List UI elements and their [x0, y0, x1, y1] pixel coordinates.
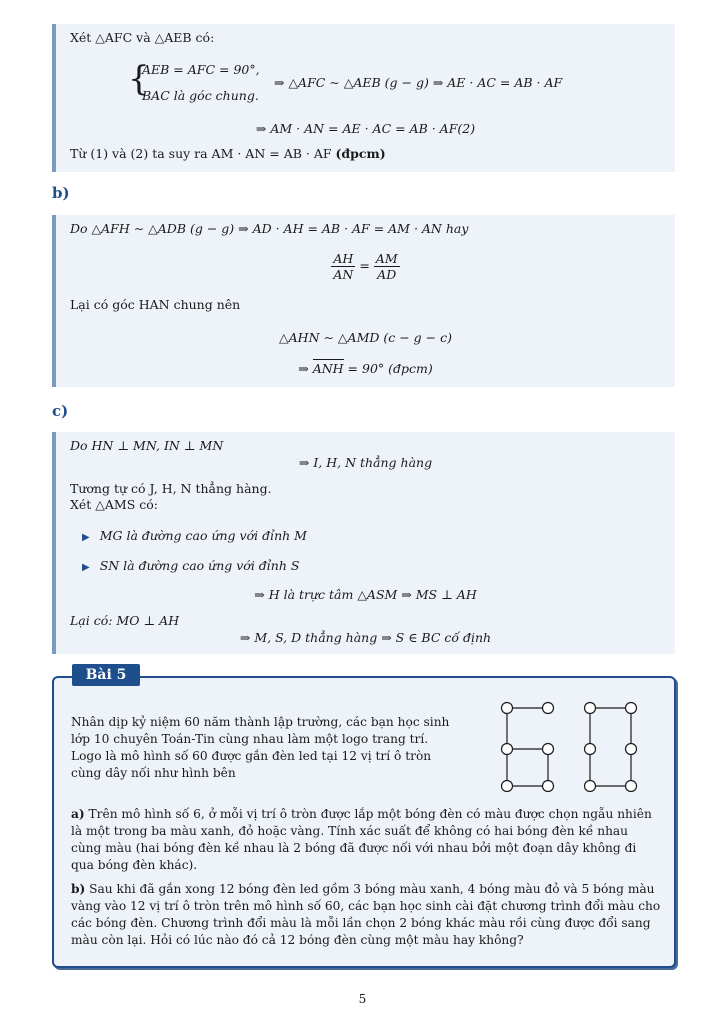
- proof-block-b: [52, 215, 675, 387]
- bullet-item: [82, 558, 299, 573]
- intro-line: Logo là mô hình số 60 được gắn đèn led tại 12 vị trí ô tròn: [71, 749, 432, 763]
- frac-num: AH: [331, 251, 355, 267]
- conclusion: [70, 146, 386, 161]
- text-line: ⇒ H là trực tâm △ASM ⇒ MS ⊥ AH: [254, 587, 477, 602]
- led-circle: [585, 744, 596, 755]
- condition-2: BAC là góc chung.: [142, 88, 259, 103]
- conclusion-text: Từ (1) và (2) ta suy ra AM · AN = AB · AF: [70, 146, 332, 161]
- left-brace: {: [128, 59, 150, 99]
- question-a-line: là một trong ba màu xanh, đỏ hoặc vàng. Tính xác suất để không có hai bóng đèn kề nhau: [71, 824, 629, 838]
- text-line: Xét △AMS có:: [70, 497, 159, 512]
- section-c-heading: c): [52, 402, 69, 420]
- intro-paragraph: [71, 714, 449, 782]
- led-circle: [626, 781, 637, 792]
- question-b-line: màu còn lại. Hỏi có lúc nào đó cả 12 bóng đèn cùng một màu hay không?: [71, 933, 524, 947]
- led-circle: [626, 744, 637, 755]
- question-a-text: Trên mô hình số 6, ở mỗi vị trí ô tròn được lắp một bóng đèn có màu được chọn ngẫu nhiên: [84, 807, 652, 821]
- led-circle: [502, 781, 513, 792]
- question-b-line: [71, 881, 660, 898]
- frac-den: AD: [377, 267, 397, 282]
- led-circle: [626, 703, 637, 714]
- equals-sign: =: [359, 258, 370, 273]
- bullet-item: [82, 528, 307, 543]
- text-line: Lại có: MO ⊥ AH: [70, 613, 180, 628]
- intro-line: lớp 10 chuyên Toán-Tin cùng nhau làm một logo trang trí.: [71, 732, 429, 746]
- question-a-line: qua bóng đèn khác).: [71, 858, 198, 872]
- condition-1-text: AEB = AFC = 90°,: [142, 62, 260, 77]
- led-circle: [585, 703, 596, 714]
- conclusion-bold: (đpcm): [335, 146, 386, 161]
- text-line: Xét △AFC và △AEB có:: [70, 30, 215, 45]
- text-line: Lại có góc HAN chung nên: [70, 297, 241, 312]
- bullet-text: MG là đường cao ứng với đỉnh M: [99, 528, 307, 543]
- led-circle: [585, 781, 596, 792]
- section-b-heading: b): [52, 184, 70, 202]
- intro-line: Nhân dịp kỷ niệm 60 năm thành lập trường, các bạn học sinh: [71, 715, 450, 729]
- angle-conclusion: [56, 361, 675, 376]
- angle-value: = 90° (đpcm): [343, 361, 433, 376]
- question-b-text: Sau khi đã gắn xong 12 bóng đèn led gồm 3 bóng màu xanh, 4 bóng màu đỏ và 5 bóng màu: [85, 882, 655, 896]
- page-number: 5: [358, 992, 367, 1006]
- exercise-badge: Bài 5: [72, 664, 140, 686]
- frac-num: AM: [375, 251, 398, 266]
- proof-block-a: [52, 24, 675, 172]
- implication: ⇒ △AFC ∼ △AEB (g − g) ⇒ AE · AC = AB · AF: [274, 75, 563, 90]
- implies: ⇒: [298, 361, 313, 376]
- question-b: [71, 881, 660, 949]
- led-circle: [502, 703, 513, 714]
- led-circle: [543, 781, 554, 792]
- question-a: [71, 806, 652, 874]
- question-a-line: cùng màu (hai bóng đèn kề nhau là 2 bóng đã được nối với nhau bởi một đoạn dây không đi: [71, 841, 637, 855]
- question-b-line: các bóng đèn. Chương trình đổi màu là mỗi lần chọn 2 bóng khác màu rồi cùng được đổi sang: [71, 916, 651, 930]
- question-b-line: vàng vào 12 vị trí ô tròn trên mô hình số 60, các bạn học sinh cài đặt chương trình đổi màu cho: [71, 899, 661, 913]
- bullet-triangle-icon: ▶: [82, 532, 90, 543]
- angle-anh: ANH: [312, 361, 344, 376]
- proof-block-c: [52, 432, 675, 654]
- frac-den: AN: [333, 267, 354, 282]
- text-line: ⇒ M, S, D thẳng hàng ⇒ S ∈ BC cố định: [239, 630, 492, 645]
- similarity-line: △AHN ∼ △AMD (c − g − c): [279, 330, 452, 345]
- text-line: Tương tự có J, H, N thẳng hàng.: [70, 481, 272, 496]
- intro-line: cùng dây nối như hình bên: [71, 766, 236, 780]
- text-line: Do HN ⊥ MN, IN ⊥ MN: [70, 438, 224, 453]
- led-circle: [543, 703, 554, 714]
- logo-60-figure: [496, 698, 642, 792]
- text-line: ⇒ I, H, N thẳng hàng: [298, 455, 433, 470]
- fraction-equation: [56, 251, 675, 282]
- question-b-label: b): [71, 882, 86, 896]
- condition-1: [142, 62, 260, 77]
- question-a-line: [71, 806, 652, 823]
- led-circle: [543, 744, 554, 755]
- bullet-text: SN là đường cao ứng với đỉnh S: [99, 558, 300, 573]
- text-line: Do △AFH ∼ △ADB (g − g) ⇒ AD · AH = AB · AF = AM · AN hay: [70, 221, 469, 236]
- fraction-right: [374, 251, 400, 282]
- fraction-left: [331, 251, 355, 282]
- question-a-label: a): [71, 807, 85, 821]
- equation-2: ⇒ AM · AN = AE · AC = AB · AF(2): [255, 121, 476, 136]
- led-circle: [502, 744, 513, 755]
- bullet-triangle-icon: ▶: [82, 562, 90, 573]
